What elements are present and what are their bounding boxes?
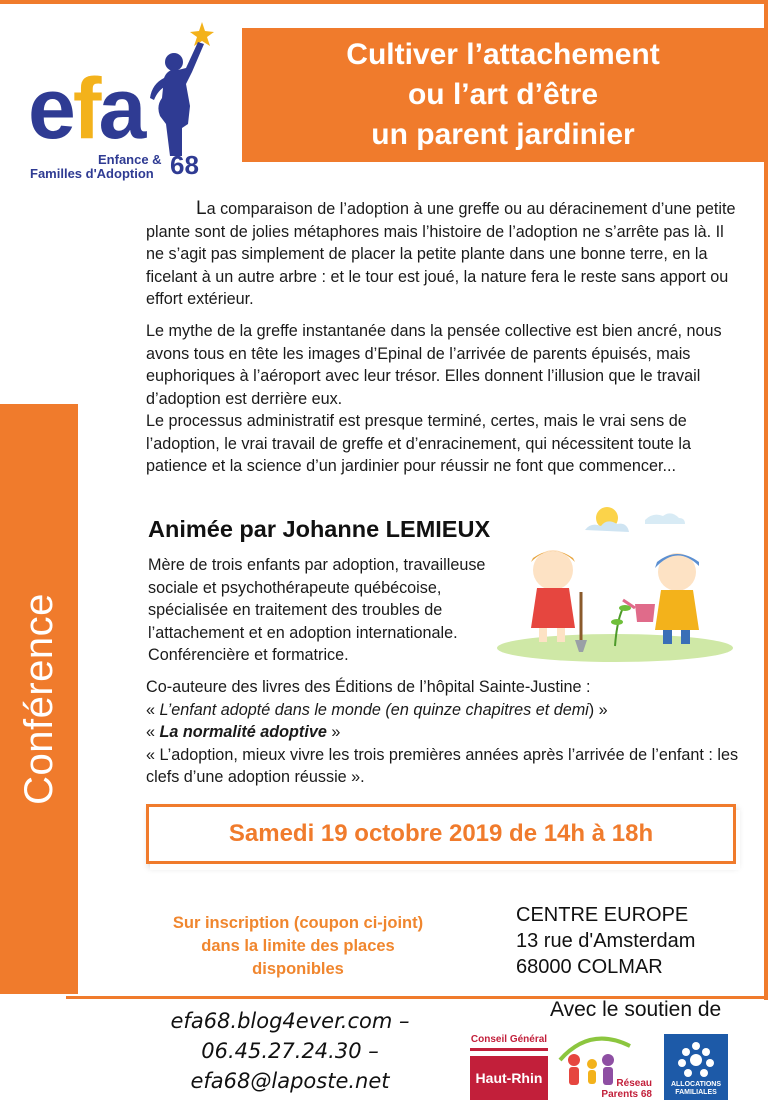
support-label: Avec le soutien de bbox=[550, 998, 722, 1021]
intro-first-letter: L bbox=[196, 198, 207, 219]
logo-letter-e: e bbox=[28, 61, 73, 157]
caf-emblem-icon bbox=[664, 1036, 728, 1084]
inscription-line-1: Sur inscription (coupon ci-joint) bbox=[172, 914, 424, 932]
logo-wordmark bbox=[28, 61, 144, 157]
caf-line-1: ALLOCATIONS bbox=[670, 1081, 722, 1088]
reseau-line-1: Réseau bbox=[616, 1078, 652, 1089]
myth-text-2: Le processus administratif est presque terminé, certes, mais le vrai sens de l’adoption, le vrai travail de greffe et d’enracinement, qui nécessitent toute la patience et la science d’un jardinier pour réussir ne font que commencer... bbox=[146, 412, 692, 475]
cg-stripes-icon bbox=[470, 1046, 548, 1056]
cg-top-text: Conseil Général bbox=[470, 1034, 548, 1045]
logo-letter-f: f bbox=[72, 61, 99, 157]
side-label: Conférence bbox=[16, 593, 61, 805]
venue-address bbox=[516, 902, 756, 980]
title-line-3: un parent jardinier bbox=[371, 118, 635, 151]
gardening-children-illustration bbox=[495, 500, 740, 665]
myth-text-1: Le mythe de la greffe instantanée dans la pensée collective est bien ancré, nous avons tous en tête les images d’Epinal de l’arrivée de parents épuisés, mais euphoriques à l’aéroport avec leur trésor. Elles donnent l’illusion que le travail d’adoption est derrière eux. bbox=[146, 322, 722, 408]
book-2-open: « bbox=[146, 723, 160, 741]
caf-text bbox=[664, 1081, 728, 1097]
cg-bottom-text: Haut-Rhin bbox=[470, 1056, 548, 1100]
event-date: Samedi 19 octobre 2019 de 14h à 18h bbox=[146, 804, 736, 864]
logo-number: 68 bbox=[170, 150, 199, 180]
reseau-parents-logo bbox=[554, 1030, 654, 1102]
contact-info bbox=[140, 1006, 440, 1096]
book-1-open: « bbox=[146, 700, 160, 719]
title-line-2: ou l’art d’être bbox=[407, 78, 599, 111]
title-banner bbox=[242, 28, 764, 162]
book-2-close: » bbox=[326, 723, 341, 741]
caf-logo bbox=[664, 1034, 728, 1100]
logo-letter-a: a bbox=[98, 61, 144, 157]
books-section bbox=[146, 676, 756, 789]
intro-paragraph bbox=[146, 198, 746, 311]
inscription-line-3: disponibles bbox=[252, 960, 344, 978]
top-border bbox=[0, 0, 768, 4]
contact-website: efa68.blog4ever.com – bbox=[170, 1009, 410, 1033]
reseau-line-2: Parents 68 bbox=[601, 1089, 652, 1100]
book-2 bbox=[146, 721, 756, 744]
right-border bbox=[764, 0, 768, 1000]
inscription-note bbox=[140, 912, 456, 981]
book-1-title: L’enfant adopté dans le monde (en quinze chapitres et demi bbox=[159, 700, 589, 719]
myth-paragraph bbox=[146, 320, 746, 478]
star-icon bbox=[190, 22, 214, 46]
books-intro: Co-auteure des livres des Éditions de l’hôpital Sainte-Justine : bbox=[146, 678, 591, 696]
efa-logo bbox=[28, 20, 228, 190]
venue-city: 68000 COLMAR bbox=[516, 956, 663, 978]
caf-line-2: FAMILIALES bbox=[675, 1089, 717, 1096]
speaker-heading: Animée par Johanne LEMIEUX bbox=[148, 516, 491, 542]
book-2-title: La normalité adoptive bbox=[159, 723, 327, 741]
book-3: « L’adoption, mieux vivre les trois premières années après l’arrivée de l’enfant : les clefs d’une adoption réussie ». bbox=[146, 745, 739, 786]
contact-phone: 06.45.27.24.30 – bbox=[201, 1039, 379, 1063]
book-1-close: ) » bbox=[588, 700, 608, 719]
speaker-bio: Mère de trois enfants par adoption, travailleuse sociale et psychothérapeute québécoise, spécialisée en traitement des troubles de l’attachement et en adoption internationale. Conférencière et formatrice. bbox=[148, 556, 486, 664]
title-line-1: Cultiver l’attachement bbox=[346, 38, 660, 71]
book-1 bbox=[146, 699, 756, 722]
venue-name: CENTRE EUROPE bbox=[516, 904, 689, 926]
conseil-general-logo bbox=[470, 1034, 548, 1100]
reseau-text bbox=[601, 1078, 652, 1100]
intro-text: a comparaison de l’adoption à une greffe ou au déracinement d’une petite plante sont de jolies métaphores mais l’histoire de l’adoption ne s’arrête pas là. Il ne s’agit pas simplement de placer la petite plante dans une bonne terre, en la ficelant à un autre arbre : et le tour est joué, la nature fera le reste sans apport ou effort extérieur. bbox=[146, 200, 736, 308]
logo-subtitle-2: Familles d'Adoption bbox=[30, 166, 154, 181]
sun-icon bbox=[585, 507, 629, 532]
contact-email: efa68@laposte.net bbox=[190, 1069, 390, 1093]
venue-street: 13 rue d'Amsterdam bbox=[516, 930, 696, 952]
inscription-line-2: dans la limite des places bbox=[201, 937, 395, 955]
logo-subtitle-1: Enfance & bbox=[98, 152, 162, 167]
side-band bbox=[0, 404, 78, 994]
